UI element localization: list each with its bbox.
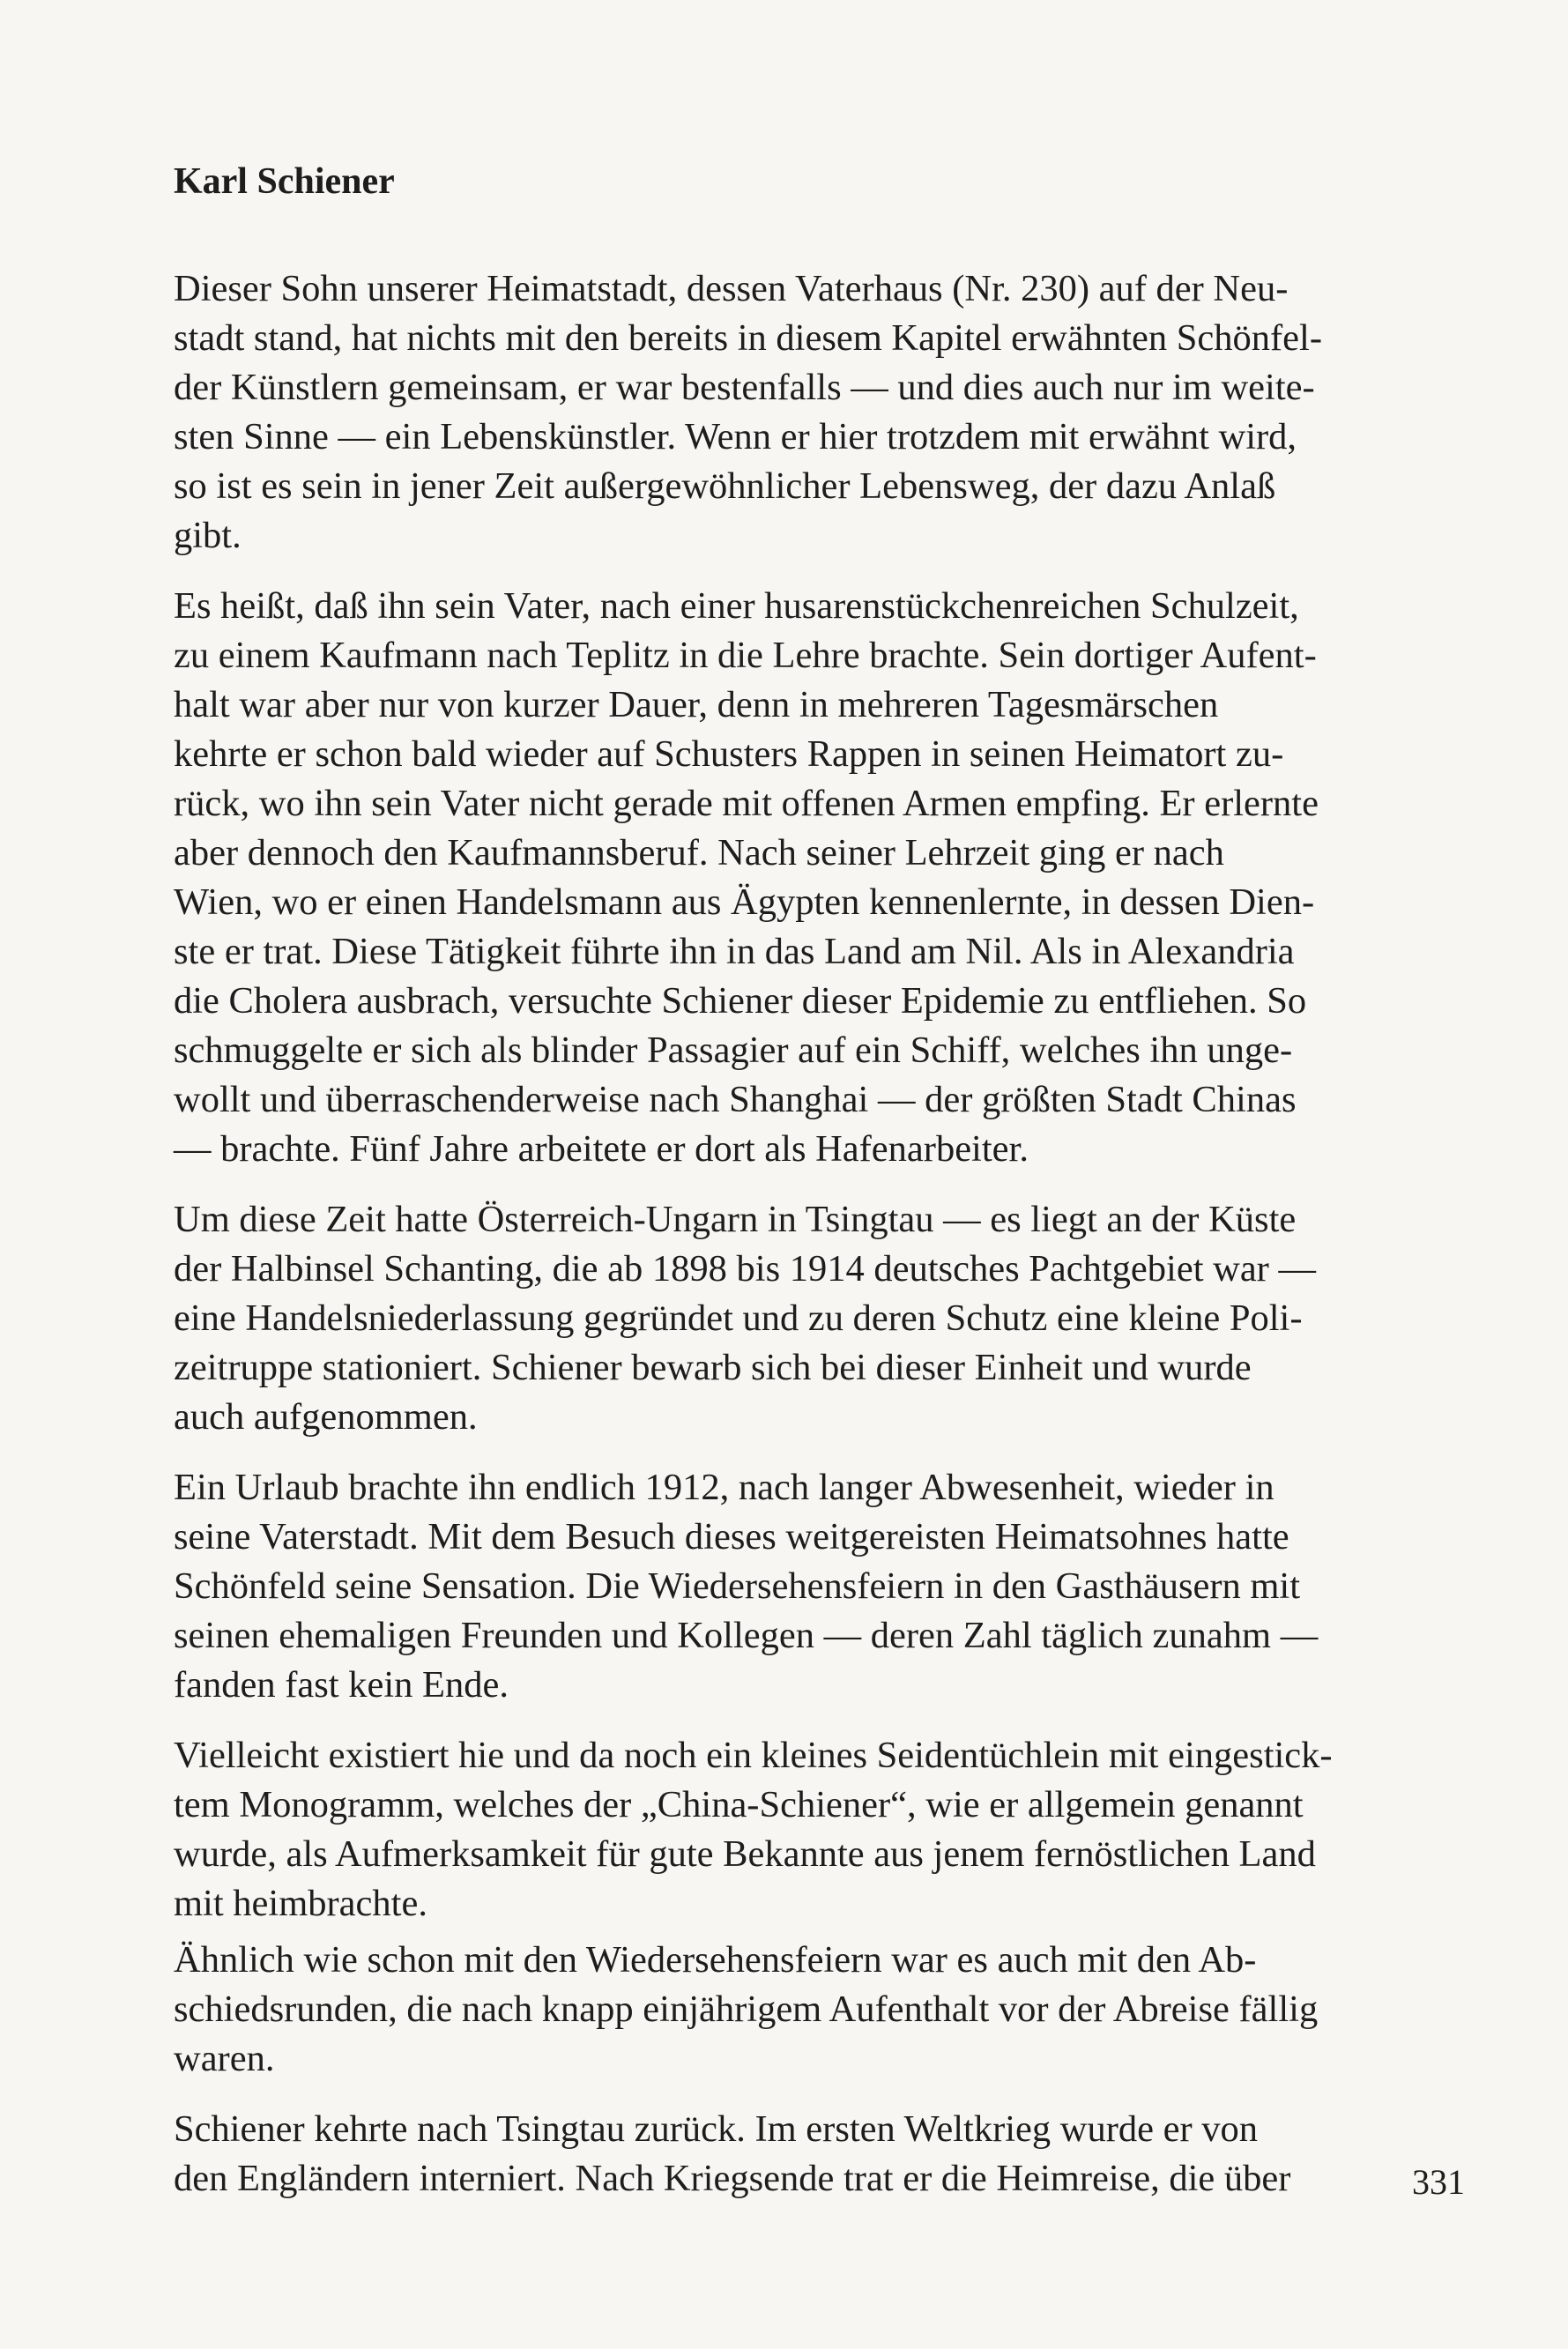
text-line: wurde, als Aufmerksamkeit für gute Bekannte aus jenem fernöstlichen Land [174,1833,1316,1875]
text-line: Vielleicht existiert hie und da noch ein kleines Seidentüchlein mit eingestick- [174,1735,1333,1776]
text-line: der Halbinsel Schanting, die ab 1898 bis 1914 deutsches Pachtgebiet war — [174,1248,1316,1290]
text-line: seine Vaterstadt. Mit dem Besuch dieses weitgereisten Heimatsohnes hatte [174,1516,1289,1557]
text-line: rück, wo ihn sein Vater nicht gerade mit offenen Armen empfing. Er erlernte [174,783,1319,824]
text-line: gibt. [174,515,242,556]
text-line: Um diese Zeit hatte Österreich-Ungarn in Tsingtau — es liegt an der Küste [174,1199,1297,1240]
text-line: halt war aber nur von kurzer Dauer, denn in mehreren Tagesmärschen [174,684,1219,725]
paragraph [174,1463,1478,1710]
text-line: Wien, wo er einen Handelsmann aus Ägypten kennenlernte, in dessen Dien- [174,881,1315,923]
text-line: schmuggelte er sich als blinder Passagier auf ein Schiff, welches ihn unge- [174,1030,1293,1071]
text-line: sten Sinne — ein Lebenskünstler. Wenn er hier trotzdem mit erwähnt wird, [174,416,1297,457]
text-line: Dieser Sohn unserer Heimatstadt, dessen Vaterhaus (Nr. 230) auf der Neu- [174,268,1289,309]
body-text [174,264,1478,2225]
text-line: fanden fast kein Ende. [174,1664,509,1706]
text-line: tem Monogramm, welches der „China-Schiener“, wie er allgemein genannt [174,1784,1304,1825]
text-line: Ein Urlaub brachte ihn endlich 1912, nach langer Abwesenheit, wieder in [174,1467,1274,1508]
text-line: ste er trat. Diese Tätigkeit führte ihn in das Land am Nil. Als in Alexandria [174,931,1295,972]
paragraph [174,2105,1478,2204]
text-line: seinen ehemaligen Freunden und Kollegen — deren Zahl täglich zunahm — [174,1615,1319,1656]
text-line: die Cholera ausbrach, versuchte Schiener dieser Epidemie zu entfliehen. So [174,980,1307,1022]
text-line: wollt und überraschenderweise nach Shanghai — der größten Stadt Chinas [174,1079,1297,1120]
paragraph [174,1731,1478,1929]
text-line: stadt stand, hat nichts mit den bereits in diesem Kapitel erwähnten Schönfel- [174,317,1322,359]
paragraph [174,1195,1478,1442]
text-line: Ähnlich wie schon mit den Wiedersehensfeiern war es auch mit den Ab- [174,1939,1257,1981]
text-line: waren. [174,2038,275,2079]
text-line: so ist es sein in jener Zeit außergewöhnlicher Lebensweg, der dazu Anlaß [174,465,1276,507]
text-line: Schiener kehrte nach Tsingtau zurück. Im ersten Weltkrieg wurde er von [174,2108,1259,2150]
text-line: kehrte er schon bald wieder auf Schusters Rappen in seinen Heimatort zu- [174,733,1284,775]
text-line: zeitruppe stationiert. Schiener bewarb sich bei dieser Einheit und wurde [174,1347,1252,1388]
text-line: aber dennoch den Kaufmannsberuf. Nach seiner Lehrzeit ging er nach [174,832,1224,873]
paragraph [174,582,1478,1174]
text-line: mit heimbrachte. [174,1883,427,1924]
page-number: 331 [1412,2162,1465,2202]
text-line: eine Handelsniederlassung gegründet und zu deren Schutz eine kleine Poli- [174,1297,1303,1339]
text-line: — brachte. Fünf Jahre arbeitete er dort als Hafenarbeiter. [174,1128,1029,1170]
text-line: auch aufgenommen. [174,1396,478,1438]
text-line: schiedsrunden, die nach knapp einjährigem Aufenthalt vor der Abreise fällig [174,1988,1319,2030]
paragraph [174,264,1478,561]
text-line: Schönfeld seine Sensation. Die Wiedersehensfeiern in den Gasthäusern mit [174,1565,1301,1607]
page-title: Karl Schiener [174,161,395,202]
text-line: Es heißt, daß ihn sein Vater, nach einer husarenstückchenreichen Schulzeit, [174,585,1299,627]
text-line: den Engländern interniert. Nach Kriegsende trat er die Heimreise, die über [174,2158,1291,2199]
text-line: zu einem Kaufmann nach Teplitz in die Lehre brachte. Sein dortiger Aufent- [174,635,1317,676]
paragraph [174,1936,1478,2084]
text-line: der Künstlern gemeinsam, er war bestenfalls — und dies auch nur im weite- [174,367,1315,408]
